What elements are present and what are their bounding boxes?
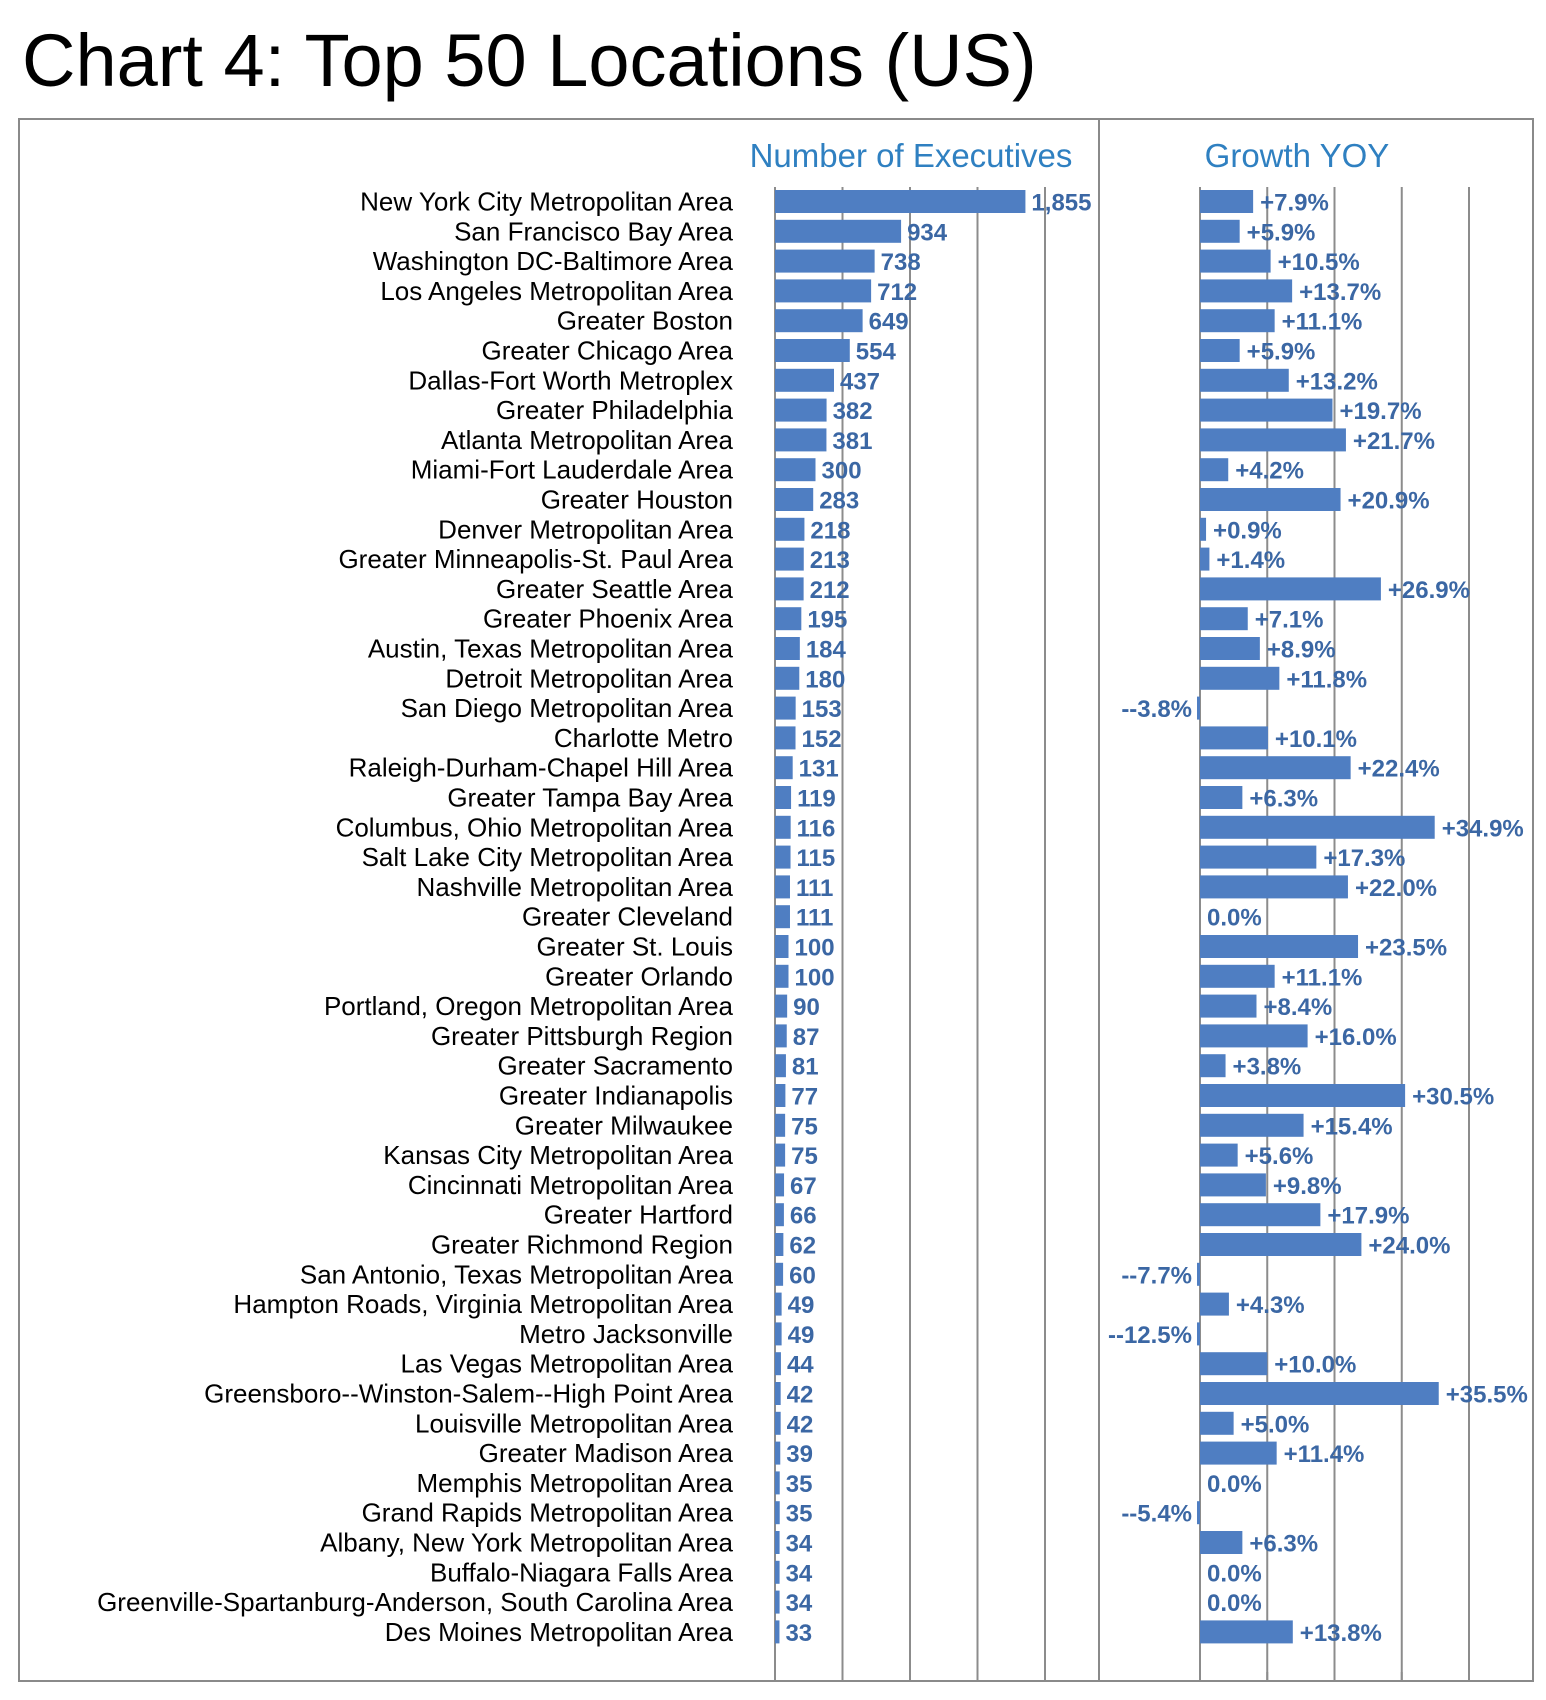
location-label: Greater Milwaukee: [514, 1110, 733, 1141]
executives-bar: [775, 1173, 784, 1196]
location-label: San Francisco Bay Area: [454, 216, 733, 247]
growth-bar: [1200, 518, 1206, 541]
executives-bar: [775, 1263, 783, 1286]
growth-bar: [1200, 846, 1316, 869]
executives-bar: [775, 458, 816, 481]
executives-value-label: 649: [868, 308, 909, 336]
executives-value-label: 67: [790, 1172, 817, 1200]
executives-value-label: 1,855: [1031, 189, 1092, 217]
executives-value-label: 49: [787, 1292, 815, 1320]
location-label: Atlanta Metropolitan Area: [441, 424, 733, 455]
growth-bar: [1197, 1322, 1200, 1345]
executives-value-label: 213: [809, 547, 850, 575]
growth-value-label: +22.0%: [1354, 874, 1438, 902]
executives-bar: [775, 1293, 782, 1316]
growth-value-label: +11.4%: [1283, 1441, 1365, 1469]
growth-value-label: 0.0%: [1207, 1560, 1262, 1588]
growth-value-label: +0.9%: [1213, 517, 1282, 545]
growth-bar: [1200, 1024, 1308, 1047]
executives-value-label: 153: [801, 696, 842, 724]
location-label: Portland, Oregon Metropolitan Area: [323, 991, 733, 1022]
growth-bar: [1200, 1412, 1234, 1435]
location-labels: [97, 187, 733, 1647]
growth-value-label: --7.7%: [1121, 1262, 1192, 1290]
growth-value-label: +21.7%: [1352, 427, 1436, 455]
location-label: San Antonio, Texas Metropolitan Area: [299, 1259, 733, 1290]
growth-value-label: +5.9%: [1246, 338, 1316, 366]
growth-value-label: +24.0%: [1368, 1232, 1451, 1260]
growth-value-label: +20.9%: [1347, 487, 1430, 515]
growth-bar: [1200, 190, 1253, 213]
growth-value-label: --5.4%: [1121, 1500, 1192, 1528]
executives-value-label: 75: [791, 1143, 818, 1171]
growth-bar: [1200, 488, 1341, 511]
location-label: Memphis Metropolitan Area: [416, 1467, 733, 1498]
growth-value-label: +4.2%: [1235, 457, 1304, 485]
growth-bar: [1200, 1382, 1439, 1405]
executives-value-label: 180: [805, 666, 846, 694]
growth-value-label: +10.1%: [1274, 725, 1358, 753]
growth-value-label: +11.1%: [1281, 308, 1363, 336]
location-label: Detroit Metropolitan Area: [445, 663, 733, 694]
location-label: Greater Hartford: [543, 1199, 733, 1230]
location-label: Austin, Texas Metropolitan Area: [367, 633, 733, 664]
growth-bar: [1200, 369, 1289, 392]
executives-bar: [775, 1322, 782, 1345]
executives-bar: [775, 905, 790, 928]
growth-bar: [1197, 1263, 1200, 1286]
executives-bar: [775, 1382, 781, 1405]
location-label: Dallas-Fort Worth Metroplex: [408, 365, 733, 396]
location-label: Charlotte Metro: [553, 722, 733, 753]
growth-bar: [1200, 965, 1275, 988]
location-label: Louisville Metropolitan Area: [415, 1408, 733, 1439]
growth-bar: [1200, 279, 1292, 302]
executives-bar: [775, 1084, 785, 1107]
executives-value-label: 60: [789, 1262, 816, 1290]
location-label: New York City Metropolitan Area: [360, 186, 733, 217]
executives-bar: [775, 279, 871, 302]
executives-value-label: 35: [785, 1500, 813, 1528]
executives-value-label: 934: [907, 219, 948, 247]
growth-bar: [1200, 1293, 1229, 1316]
growth-bar: [1200, 1114, 1304, 1137]
executives-bar: [775, 965, 789, 988]
executives-value-label: 554: [855, 338, 896, 366]
executives-value-label: 77: [791, 1083, 819, 1111]
executives-value-label: 116: [796, 815, 836, 843]
location-label: Columbus, Ohio Metropolitan Area: [335, 812, 733, 843]
growth-value-label: +5.9%: [1246, 219, 1316, 247]
executives-bar: [775, 1352, 781, 1375]
growth-value-label: +15.4%: [1310, 1113, 1393, 1141]
location-label: Greater St. Louis: [536, 931, 733, 962]
growth-value-label: +26.9%: [1387, 576, 1470, 604]
executives-bar: [775, 1144, 785, 1167]
location-label: Nashville Metropolitan Area: [416, 871, 733, 902]
growth-bar: [1200, 1352, 1267, 1375]
executives-value-label: 42: [786, 1381, 814, 1409]
growth-value-label: +10.0%: [1274, 1351, 1357, 1379]
growth-bar: [1200, 995, 1256, 1018]
executives-value-label: 35: [785, 1470, 813, 1498]
location-label: Greensboro--Winston-Salem--High Point Area: [204, 1378, 733, 1409]
executives-value-label: 283: [819, 487, 860, 515]
executives-value-label: 87: [792, 1023, 820, 1051]
executives-bar: [775, 607, 801, 630]
executives-bar: [775, 1114, 785, 1137]
growth-value-label: 0.0%: [1207, 904, 1262, 932]
growth-value-label: +19.7%: [1339, 398, 1422, 426]
executives-value-label: 437: [839, 368, 881, 396]
growth-bar: [1197, 697, 1200, 720]
executives-bar: [775, 220, 901, 243]
executives-bar: [775, 1054, 786, 1077]
location-label: Greater Orlando: [545, 961, 733, 992]
growth-value-label: +30.5%: [1412, 1083, 1495, 1111]
growth-value-label: +13.7%: [1299, 278, 1382, 306]
growth-bar: [1200, 756, 1351, 779]
executives-value-label: 212: [809, 576, 850, 604]
location-label: Cincinnati Metropolitan Area: [407, 1169, 733, 1200]
executives-bar: [775, 816, 791, 839]
growth-value-label: +8.4%: [1263, 994, 1333, 1022]
growth-bar: [1200, 220, 1240, 243]
growth-value-label: +4.3%: [1235, 1292, 1305, 1320]
growth-value-label: +13.8%: [1299, 1619, 1382, 1647]
executives-bar: [775, 935, 789, 958]
executives-bar: [775, 846, 791, 869]
executives-value-label: 33: [785, 1619, 813, 1647]
executives-value-label: 75: [791, 1113, 818, 1141]
executives-value-label: 119: [797, 785, 836, 813]
executives-bar: [775, 190, 1025, 213]
executives-value-label: 111: [795, 874, 834, 902]
executives-value-label: 712: [877, 278, 918, 306]
growth-bar: [1200, 1233, 1361, 1256]
executives-bar: [775, 428, 826, 451]
location-label: Greater Philadelphia: [495, 395, 733, 426]
growth-bar: [1200, 786, 1242, 809]
executives-bar: [775, 1442, 780, 1465]
growth-value-label: +16.0%: [1314, 1023, 1397, 1051]
growth-bar: [1200, 1442, 1277, 1465]
executives-bar: [775, 309, 863, 332]
growth-value-label: +17.9%: [1327, 1202, 1410, 1230]
growth-bar: [1200, 458, 1228, 481]
executives-value-label: 218: [810, 517, 851, 545]
executives-bar: [775, 577, 804, 600]
growth-value-label: +23.5%: [1365, 934, 1448, 962]
executives-value-label: 34: [785, 1590, 813, 1618]
executives-value-label: 300: [821, 457, 862, 485]
executives-value-label: 66: [789, 1202, 817, 1230]
location-label: Greater Pittsburgh Region: [430, 1020, 733, 1051]
location-label: Greater Phoenix Area: [482, 603, 733, 634]
location-label: Albany, New York Metropolitan Area: [320, 1527, 733, 1558]
executives-bar: [775, 369, 834, 392]
growth-bar: [1200, 339, 1240, 362]
executives-bar: [775, 1531, 780, 1554]
growth-bar: [1200, 577, 1381, 600]
growth-bar: [1200, 1054, 1226, 1077]
executives-bar: [775, 1620, 779, 1643]
location-label: Raleigh-Durham-Chapel Hill Area: [348, 752, 733, 783]
executives-bar: [775, 1471, 780, 1494]
location-label: Hampton Roads, Virginia Metropolitan Area: [233, 1289, 733, 1320]
location-label: Miami-Fort Lauderdale Area: [410, 454, 733, 485]
executives-value-label: 381: [832, 427, 873, 455]
executives-bar: [775, 875, 790, 898]
executives-bar: [775, 339, 850, 362]
growth-bar: [1197, 1501, 1200, 1524]
growth-value-label: +6.3%: [1249, 1530, 1319, 1558]
executives-value-label: 34: [785, 1530, 813, 1558]
growth-value-label: +17.3%: [1323, 845, 1406, 873]
executives-bar: [775, 518, 804, 541]
executives-value-label: 81: [791, 1053, 819, 1081]
growth-value-label: --12.5%: [1107, 1321, 1192, 1349]
location-label: Greater Richmond Region: [430, 1229, 733, 1260]
growth-bar: [1200, 548, 1209, 571]
location-label: Greater Seattle Area: [495, 573, 733, 604]
location-label: Grand Rapids Metropolitan Area: [361, 1497, 733, 1528]
growth-bar: [1200, 1531, 1242, 1554]
growth-value-label: +34.9%: [1441, 815, 1524, 843]
executives-value-label: 49: [787, 1321, 815, 1349]
location-label: Greater Minneapolis-St. Paul Area: [338, 544, 733, 575]
growth-bar: [1200, 875, 1348, 898]
location-label: Metro Jacksonville: [519, 1318, 733, 1349]
location-label: San Diego Metropolitan Area: [400, 693, 733, 724]
location-label: Greater Tampa Bay Area: [447, 782, 733, 813]
location-label: Los Angeles Metropolitan Area: [380, 275, 733, 306]
growth-bar: [1200, 726, 1268, 749]
growth-value-label: +22.4%: [1357, 755, 1440, 783]
executives-value-label: 115: [796, 845, 836, 873]
growth-bar: [1200, 250, 1271, 273]
location-label: Salt Lake City Metropolitan Area: [361, 842, 733, 873]
growth-bar: [1200, 428, 1346, 451]
location-label: Greater Boston: [556, 305, 733, 336]
growth-value-label: 0.0%: [1207, 1470, 1262, 1498]
location-label: Des Moines Metropolitan Area: [384, 1616, 733, 1647]
executives-bar: [775, 637, 800, 660]
location-label: Kansas City Metropolitan Area: [383, 1140, 733, 1171]
executives-value-label: 184: [805, 636, 846, 664]
growth-bar: [1200, 1203, 1320, 1226]
growth-value-label: +13.2%: [1295, 368, 1378, 396]
executives-value-label: 42: [786, 1411, 814, 1439]
executives-bar: [775, 1412, 781, 1435]
growth-value-label: +11.8%: [1286, 666, 1368, 694]
growth-bar: [1200, 399, 1332, 422]
executives-bar: [775, 399, 827, 422]
growth-value-label: +35.5%: [1445, 1381, 1528, 1409]
executives-value-label: 382: [832, 398, 873, 426]
growth-bar: [1200, 1144, 1238, 1167]
growth-value-label: +6.3%: [1249, 785, 1319, 813]
growth-panel-title: Growth YOY: [1204, 137, 1390, 174]
executives-bar: [775, 548, 804, 571]
executives-panel-title: Number of Executives: [749, 137, 1073, 174]
executives-value-label: 90: [793, 994, 820, 1022]
executives-value-label: 738: [880, 249, 921, 277]
growth-bar: [1200, 1084, 1405, 1107]
executives-value-label: 34: [785, 1560, 813, 1588]
growth-value-label: +8.9%: [1266, 636, 1336, 664]
executives-bar: [775, 995, 787, 1018]
growth-bar: [1200, 637, 1260, 660]
executives-bar: [775, 726, 796, 749]
executives-bar: [775, 667, 799, 690]
growth-value-label: +3.8%: [1232, 1053, 1302, 1081]
executives-bar: [775, 488, 813, 511]
location-label: Greater Indianapolis: [498, 1080, 733, 1111]
growth-value-label: +5.0%: [1240, 1411, 1310, 1439]
growth-bar: [1200, 935, 1358, 958]
executives-value-label: 152: [801, 725, 842, 753]
growth-bar: [1200, 816, 1435, 839]
growth-bar: [1200, 607, 1248, 630]
executives-value-label: 44: [786, 1351, 814, 1379]
location-label: Washington DC-Baltimore Area: [372, 246, 733, 277]
growth-bar: [1200, 667, 1279, 690]
executives-value-label: 111: [795, 904, 834, 932]
growth-value-label: --3.8%: [1121, 696, 1192, 724]
executives-bar: [775, 1203, 784, 1226]
executives-bar: [775, 786, 791, 809]
location-label: Greater Houston: [540, 484, 733, 515]
executives-value-label: 62: [789, 1232, 817, 1260]
location-label: Las Vegas Metropolitan Area: [400, 1348, 733, 1379]
growth-value-label: +7.9%: [1260, 189, 1329, 217]
growth-value-label: 0.0%: [1207, 1590, 1262, 1618]
executives-value-label: 39: [786, 1441, 813, 1469]
executives-bar: [775, 1561, 780, 1584]
executives-bar: [775, 1591, 780, 1614]
executives-bar: [775, 1501, 780, 1524]
executives-bar: [775, 1233, 783, 1256]
growth-value-label: +11.1%: [1281, 964, 1363, 992]
executives-value-label: 100: [794, 934, 835, 962]
location-label: Greater Madison Area: [478, 1438, 733, 1469]
location-label: Greater Cleveland: [522, 901, 733, 932]
executives-bar: [775, 250, 875, 273]
executives-value-label: 131: [798, 755, 839, 783]
growth-value-label: +9.8%: [1272, 1172, 1342, 1200]
executives-value-label: 100: [794, 964, 835, 992]
executives-bar: [775, 756, 793, 779]
growth-value-label: +1.4%: [1216, 547, 1286, 575]
executives-bar: [775, 697, 796, 720]
growth-bar: [1200, 309, 1275, 332]
growth-value-label: +10.5%: [1277, 249, 1360, 277]
location-label: Greenville-Spartanburg-Anderson, South Carolina Area: [97, 1587, 733, 1618]
page-title: Chart 4: Top 50 Locations (US): [22, 19, 1037, 102]
growth-bar: [1200, 1173, 1266, 1196]
growth-bar: [1200, 1620, 1293, 1643]
location-label: Denver Metropolitan Area: [438, 514, 733, 545]
executives-value-label: 195: [807, 606, 848, 634]
growth-value-label: +7.1%: [1254, 606, 1324, 634]
location-label: Greater Sacramento: [497, 1050, 733, 1081]
location-label: Buffalo-Niagara Falls Area: [429, 1557, 733, 1588]
executives-bar: [775, 1024, 787, 1047]
growth-value-label: +5.6%: [1244, 1143, 1314, 1171]
location-label: Greater Chicago Area: [481, 335, 733, 366]
